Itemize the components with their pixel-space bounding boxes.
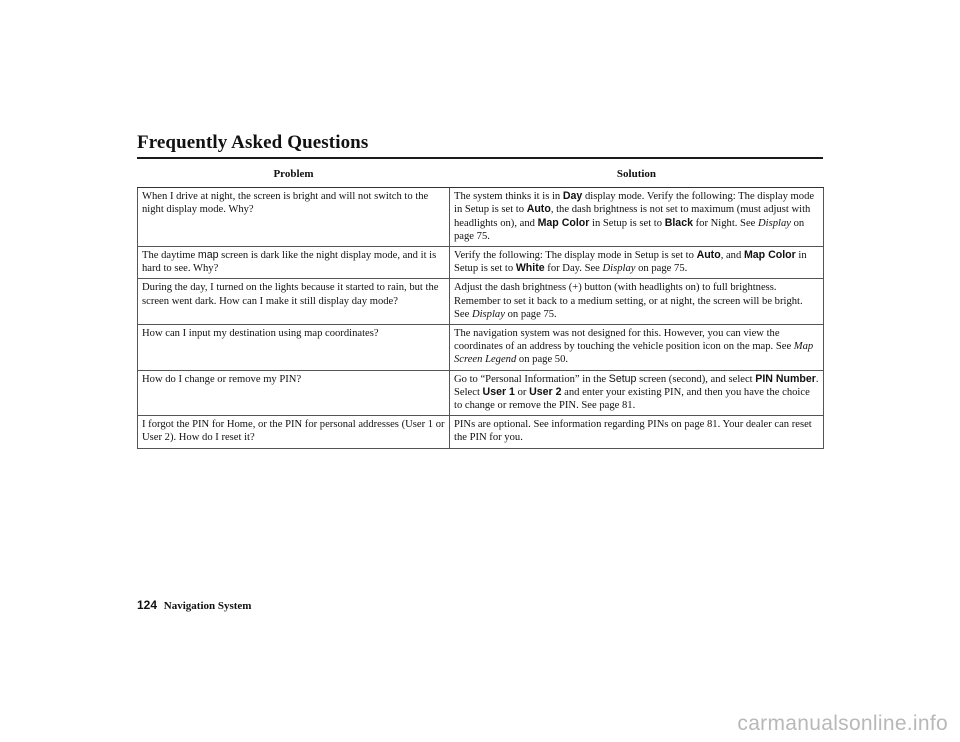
section-name: Navigation System [163,600,252,612]
problem-cell [138,279,450,325]
solution-text-segment: Auto [696,249,721,262]
problem-text-segment: When I drive at night, the screen is bright and will not switch to the night display mode. Why? [142,191,429,216]
solution-text-segment: on page 75. [504,308,557,320]
solution-text-segment: display mode. Verify the following: The display mode in Setup is set to [454,191,815,216]
solution-text-segment: . Select [454,373,819,398]
solution-column-header: Solution [450,166,824,188]
solution-text-segment: PINs are optional. See information regarding PINs on page 81. Your dealer can reset the PIN for you. [454,419,812,444]
solution-text-segment: Black [664,216,693,229]
solution-text-segment: User 1 [482,385,515,398]
problem-cell [138,416,450,448]
problem-cell [138,370,450,416]
faq-row [138,416,824,448]
faq-row [138,370,824,416]
problem-text-segment: How do I change or remove my PIN? [142,373,302,385]
solution-cell [450,188,824,247]
problem-text-segment: The daytime [142,250,198,262]
solution-text-segment: for Night. See [692,217,759,229]
problem-cell [138,325,450,371]
solution-text-segment: Auto [526,203,551,216]
page-footer [137,598,251,612]
solution-text-segment: White [515,262,545,275]
problem-text-segment: During the day, I turned on the lights because it started to rain, but the screen went dark. How can I make it still display day mode? [142,282,439,307]
title-divider [137,157,823,159]
solution-text-segment: , the dash brightness is not set to maximum (must adjust with headlights on), and [454,204,811,229]
solution-text-segment: User 2 [529,385,562,398]
solution-cell [450,370,824,416]
solution-cell [450,279,824,325]
faq-table [137,166,824,449]
solution-text-segment: The navigation system was not designed for this. However, you can view the coordinates of an address by touching the vehicle position icon on the map. See [454,328,794,353]
page-title: Frequently Asked Questions [137,132,369,153]
solution-text-segment: or [514,386,530,398]
solution-text-segment: on page 75. [454,217,805,242]
solution-text-segment: screen (second), and select [636,373,756,385]
solution-text-segment: Display [602,263,636,275]
problem-text-segment: I forgot the PIN for Home, or the PIN for personal addresses (User 1 or User 2). How do I reset it? [142,419,445,444]
problem-cell [138,247,450,279]
faq-row [138,325,824,371]
solution-text-segment: Go to “Personal Information” in the [454,373,609,385]
solution-text-segment: Map Screen Legend [454,341,814,366]
solution-text-segment: Map Color [743,249,796,262]
solution-text-segment: Setup [608,372,637,385]
solution-cell [450,247,824,279]
solution-text-segment: PIN Number [755,372,816,385]
faq-table-body [138,188,824,448]
solution-cell [450,325,824,371]
solution-text-segment: Display [758,217,791,229]
problem-text-segment: How can I input my destination using map coordinates? [142,328,379,340]
solution-text-segment: The system thinks it is in [454,191,563,203]
solution-cell [450,416,824,448]
solution-text-segment: Map Color [537,216,590,229]
problem-cell [138,188,450,247]
solution-text-segment: in Setup is set to [589,217,665,229]
solution-text-segment: Day [562,190,583,203]
faq-header-row [138,166,824,188]
solution-text-segment: and enter your existing PIN, and then you have the choice to change or remove the PIN. See page 81. [454,386,810,412]
solution-text-segment: Adjust the dash brightness (+) button (with headlights on) to full brightness. Remember to set it back to a medium setting, or at night, the screen will be bright. See [454,282,803,320]
faq-row [138,188,824,247]
problem-text-segment: map [197,249,219,262]
solution-text-segment: , and [720,250,744,262]
solution-text-segment: for Day. See [544,263,603,275]
problem-column-header: Problem [138,166,450,188]
solution-text-segment: in Setup is set to [454,250,807,275]
solution-text-segment: Verify the following: The display mode in Setup is set to [454,250,697,262]
problem-text-segment: screen is dark like the night display mode, and it is hard to see. Why? [142,250,437,275]
page-number: 124 [137,598,158,612]
solution-text-segment: Display [471,308,505,320]
faq-row [138,247,824,279]
faq-row [138,279,824,325]
watermark: carmanualsonline.info [737,712,948,735]
solution-text-segment: on page 75. [635,263,688,275]
solution-text-segment: on page 50. [516,354,569,366]
